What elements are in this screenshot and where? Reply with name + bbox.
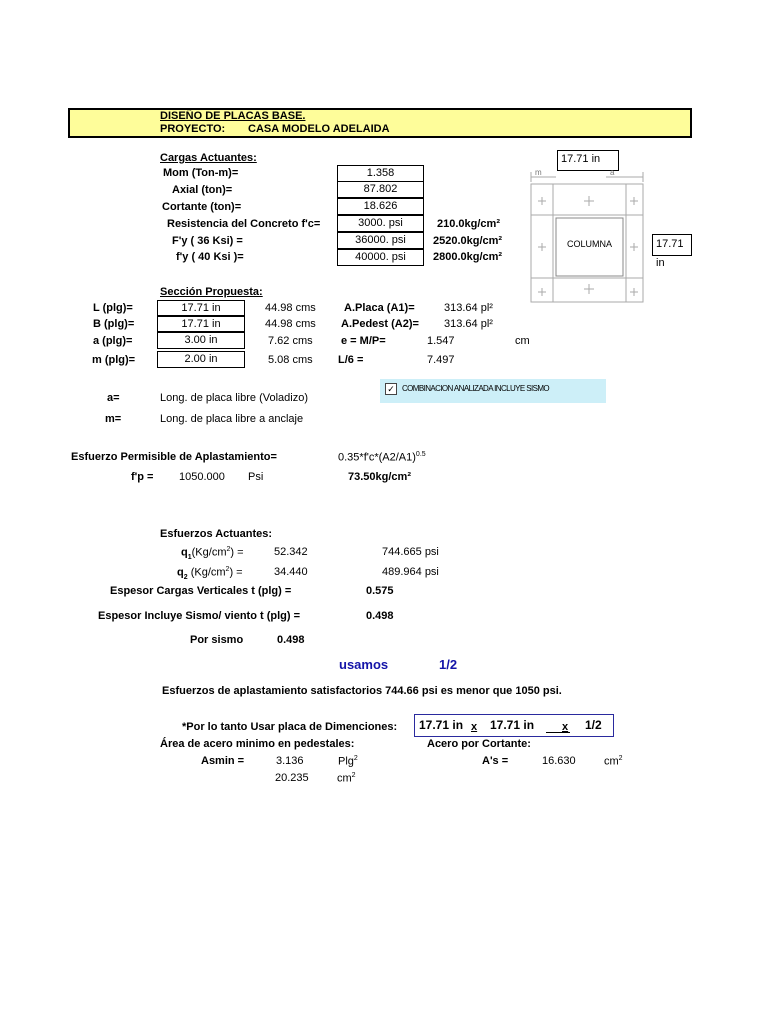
B-value[interactable]: 17.71 in	[157, 316, 245, 332]
usar-placa-label: *Por lo tanto Usar placa de Dimenciones:	[182, 721, 398, 733]
cargas-title: Cargas Actuantes:	[160, 152, 257, 164]
aplastamiento-label: Esfuerzo Permisible de Aplastamiento=	[71, 451, 277, 463]
columna-label: COLUMNA	[567, 239, 613, 249]
cortante-label: Cortante (ton)=	[162, 201, 242, 213]
aplastamiento-formula: $0.35*f'c*(A2/A1)^{0.5}$	[338, 451, 426, 464]
base-plate-diagram	[522, 160, 652, 310]
q1-label: $q_1(Kg/cm^2)$ =	[181, 546, 244, 561]
def-m-label: m=	[105, 413, 122, 425]
as-unit: $cm^2$	[604, 755, 623, 768]
q2-value: 34.440	[274, 566, 308, 578]
as-label: A's =	[482, 755, 509, 767]
placa-dim-2: 17.71 in	[490, 718, 535, 732]
A2-label: A.Pedest (A2)=	[341, 318, 419, 330]
por-sismo-value: 0.498	[277, 634, 305, 646]
B-cms: 44.98 cms	[265, 318, 316, 330]
fy36-metric: 2520.0kg/cm²	[433, 235, 503, 247]
usamos-value: 1/2	[439, 657, 458, 672]
conclusion-text: Esfuerzos de aplastamiento satisfactorios 744.66 psi es menor que 1050 psi.	[162, 685, 562, 697]
espesor-sismo-label: Espesor Incluye Sismo/ viento t (plg) =	[98, 610, 301, 622]
sismo-checkbox[interactable]: ✓	[385, 383, 397, 395]
fy40-value[interactable]: 40000. psi	[337, 249, 424, 266]
e-label: e = M/P=	[341, 335, 386, 347]
area-acero-title: Área de acero minimo en pedestales:	[160, 738, 355, 750]
project-name: CASA MODELO ADELAIDA	[248, 123, 390, 135]
L6-value: 7.497	[427, 354, 455, 366]
placa-x-2: x	[562, 721, 569, 733]
diagram-side-dimension: 17.71 in	[652, 234, 692, 256]
fp-unit: Psi	[248, 471, 264, 483]
usamos-label: usamos	[339, 657, 389, 672]
fc-label: Resistencia del Concreto f'c=	[167, 218, 321, 230]
fc-value[interactable]: 3000. psi	[337, 215, 424, 232]
project-label: PROYECTO:	[160, 123, 226, 135]
sismo-checkbox-label: COMBINACION ANALIZADA INCLUYE SISMO	[402, 384, 550, 393]
A1-label: A.Placa (A1)=	[344, 302, 415, 314]
acero-cortante-title: Acero por Cortante:	[427, 738, 531, 750]
espesor-verticales-label: Espesor Cargas Verticales t (plg) =	[110, 585, 292, 597]
q2-label: $q_2$ $(Kg/cm^2)$ =	[177, 566, 243, 581]
L-value[interactable]: 17.71 in	[157, 300, 245, 316]
espesor-sismo-value: 0.498	[366, 610, 394, 622]
fy40-metric: 2800.0kg/cm²	[433, 251, 503, 263]
fc-metric: 210.0kg/cm²	[437, 218, 500, 230]
fp-metric: 73.50kg/cm²	[348, 471, 411, 483]
A1-value: 313.64 pl²	[444, 302, 493, 314]
espesor-verticales-value: 0.575	[366, 585, 394, 597]
por-sismo-label: Por sismo	[190, 634, 244, 646]
def-a-text: Long. de placa libre (Voladizo)	[160, 392, 308, 404]
diagram-top-dimension: 17.71 in	[557, 150, 619, 171]
asmin-unit: Plg$^2$	[338, 755, 358, 768]
as-value: 16.630	[542, 755, 576, 767]
a-label: a (plg)=	[93, 335, 133, 347]
placa-x-underline	[546, 732, 570, 733]
diagram-m-label: m	[535, 168, 542, 177]
L-label: L (plg)=	[93, 302, 133, 314]
m-value[interactable]: 2.00 in	[157, 351, 245, 368]
L6-label: L/6 =	[338, 354, 364, 366]
fy36-label: F'y ( 36 Ksi) =	[172, 235, 243, 247]
B-label: B (plg)=	[93, 318, 135, 330]
e-unit: cm	[515, 335, 530, 347]
asmin-value: 3.136	[276, 755, 304, 767]
fp-value: 1050.000	[179, 471, 225, 483]
m-cms: 5.08 cms	[268, 354, 313, 366]
placa-dim-1: 17.71 in	[419, 718, 464, 732]
placa-dim-3: 1/2	[585, 718, 602, 732]
doc-title: DISEÑO DE PLACAS BASE.	[160, 110, 306, 122]
q1-value: 52.342	[274, 546, 308, 558]
mom-label: Mom (Ton-m)=	[163, 167, 239, 179]
cortante-value[interactable]: 18.626	[337, 198, 424, 215]
esfuerzos-title: Esfuerzos Actuantes:	[160, 528, 273, 540]
def-a-label: a=	[107, 392, 120, 404]
m-label: m (plg)=	[92, 354, 136, 366]
q1-psi: 744.665 psi	[382, 546, 439, 558]
fp-label: f'p =	[131, 471, 154, 483]
axial-value[interactable]: 87.802	[337, 181, 424, 198]
asmin-unit-cm: $cm^2$	[337, 772, 356, 785]
e-value: 1.547	[427, 335, 455, 347]
a-value[interactable]: 3.00 in	[157, 332, 245, 349]
diagram-a-label: a	[610, 168, 615, 177]
a-cms: 7.62 cms	[268, 335, 313, 347]
A2-value: 313.64 pl²	[444, 318, 493, 330]
placa-x-1: x	[471, 721, 478, 733]
L-cms: 44.98 cms	[265, 302, 316, 314]
q2-psi: 489.964 psi	[382, 566, 439, 578]
asmin-value-cm: 20.235	[275, 772, 309, 784]
fy36-value[interactable]: 36000. psi	[337, 232, 424, 249]
asmin-label: Asmin =	[201, 755, 245, 767]
seccion-title: Sección Propuesta:	[160, 286, 263, 298]
fy40-label: f'y ( 40 Ksi )=	[176, 251, 244, 263]
axial-label: Axial (ton)=	[172, 184, 233, 196]
def-m-text: Long. de placa libre a anclaje	[160, 413, 304, 425]
mom-value[interactable]: 1.358	[337, 165, 424, 182]
